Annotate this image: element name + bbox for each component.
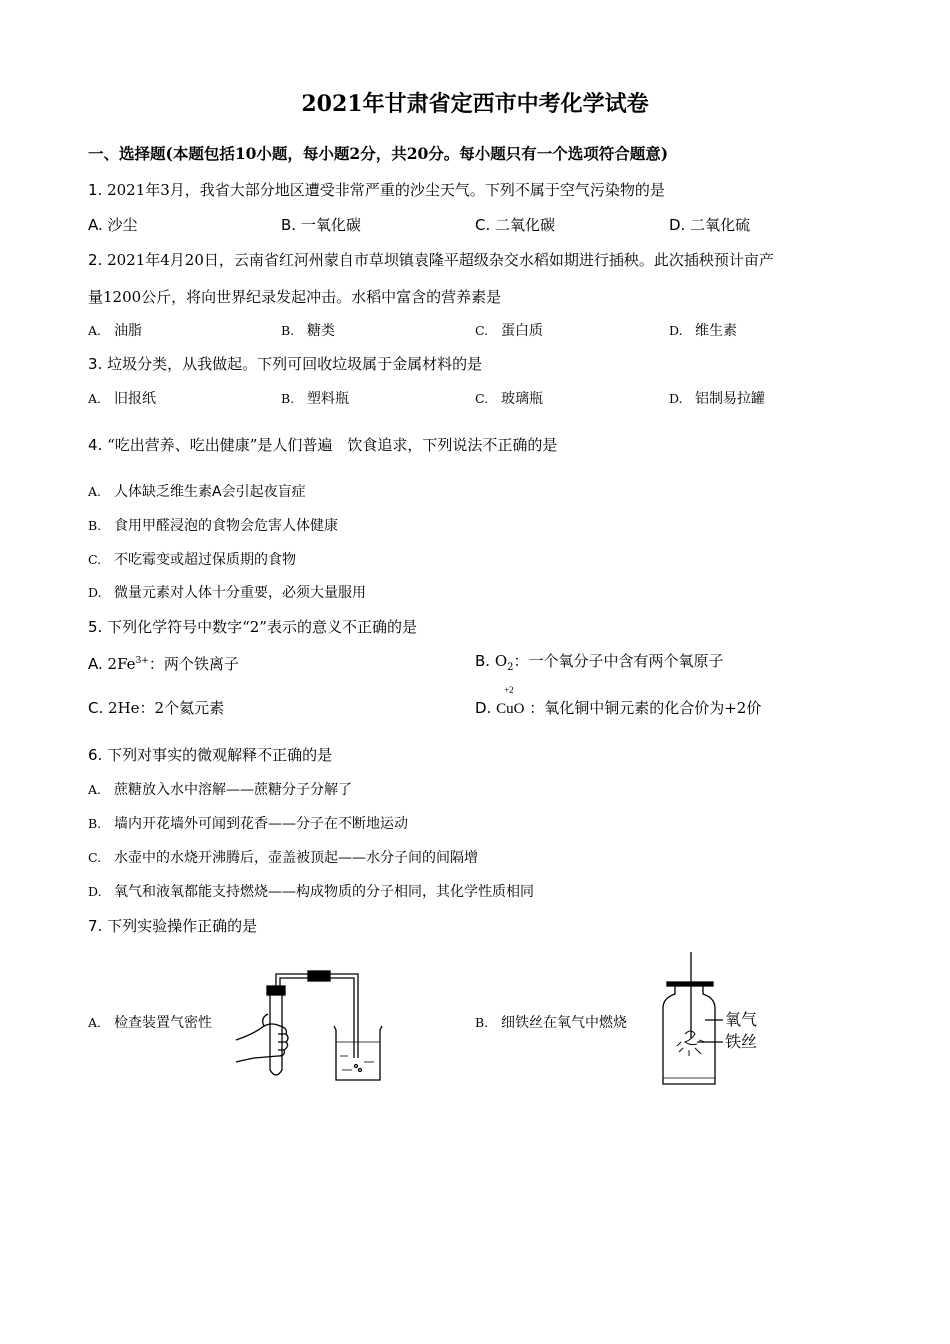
page-title: 2021年甘肃省定西市中考化学试卷 (301, 91, 649, 117)
question-number: 2. (88, 251, 103, 269)
q4-option-c: C. 不吃霉变或超过保质期的食物 (88, 552, 296, 568)
q1-option-a: A. 沙尘 (88, 216, 138, 234)
question-7 (88, 914, 257, 938)
question-text: 垃圾分类，从我做起。下列可回收垃圾属于金属材料的是 (107, 355, 483, 373)
q3-option-b: B. 塑料瓶 (281, 391, 349, 407)
question-number: 4. (88, 436, 103, 454)
q5-option-d: D. +2 CuO ：氧化铜中铜元素的化合价为+2价 (475, 696, 761, 721)
q5-option-c: C. 2He：2个氦元素 (88, 699, 225, 717)
q4-option-a: A. 人体缺乏维生素A会引起夜盲症 (88, 484, 306, 500)
q3-option-c: C. 玻璃瓶 (475, 391, 543, 407)
q2-option-a: A. 油脂 (88, 323, 142, 339)
question-text: “吃出营养、吃出健康”是人们普遍 饮食追求，下列说法不正确的是 (107, 436, 558, 454)
q2-option-d: D. 维生素 (669, 323, 737, 339)
q1-option-b: B. 一氧化碳 (281, 216, 361, 234)
q4-option-d: D. 微量元素对人体十分重要，必须大量服用 (88, 585, 366, 601)
question-2-line2: 量1200公斤，将向世界纪录发起冲击。水稻中富含的营养素是 (88, 288, 502, 306)
q3-option-d: D. 铝制易拉罐 (669, 391, 765, 407)
question-text: 下列实验操作正确的是 (107, 917, 258, 935)
q5-option-b: B. $O_2$：一个氧分子中含有两个氧原子 (475, 652, 724, 673)
iron-wire-combustion-figure (655, 950, 767, 1088)
question-4 (88, 433, 557, 457)
q6-option-b: B. 墙内开花墙外可闻到花香——分子在不断地运动 (88, 816, 408, 832)
question-number: 5. (88, 618, 103, 636)
question-1 (88, 178, 665, 202)
q6-option-c: C. 水壶中的水烧开沸腾后，壶盖被顶起——水分子间的间隔增 (88, 850, 478, 866)
question-text: 2021年4月20日，云南省红河州蒙自市草坝镇袁隆平超级杂交水稻如期进行插秧。此次插秧预计亩产 (107, 251, 774, 269)
question-number: 1. (88, 181, 103, 199)
q2-option-c: C. 蛋白质 (475, 323, 543, 339)
q6-option-a: A. 蔗糖放入水中溶解——蔗糖分子分解了 (88, 782, 352, 798)
airtightness-apparatus-figure (234, 970, 390, 1085)
q1-option-d: D. 二氧化硫 (669, 216, 751, 234)
q7-option-b: B. 细铁丝在氧气中燃烧 (475, 1015, 627, 1031)
q3-option-a: A. 旧报纸 (88, 391, 156, 407)
q6-option-d: D. 氧气和液氧都能支持燃烧——构成物质的分子相同，其化学性质相同 (88, 884, 534, 900)
question-text: 2021年3月，我省大部分地区遭受非常严重的沙尘天气。下列不属于空气污染物的是 (107, 181, 665, 199)
question-text: 下列对事实的微观解释不正确的是 (107, 746, 333, 764)
q1-option-c: C. 二氧化碳 (475, 216, 556, 234)
question-3 (88, 352, 482, 376)
q7-option-a: A. 检查装置气密性 (88, 1015, 212, 1031)
question-6 (88, 743, 332, 767)
question-text: 下列化学符号中数字“2”表示的意义不正确的是 (107, 618, 417, 636)
section-heading: 一、选择题(本题包括10小题，每小题2分，共20分。每小题只有一个选项符合题意) (88, 144, 669, 163)
question-number: 7. (88, 917, 103, 935)
label-iron-wire: 铁丝 (725, 1032, 758, 1051)
q4-option-b: B. 食用甲醛浸泡的食物会危害人体健康 (88, 518, 338, 534)
question-2 (88, 248, 774, 272)
q2-option-b: B. 糖类 (281, 323, 335, 339)
cuo-formula: +2 CuO (496, 685, 525, 717)
label-oxygen: 氧气 (725, 1010, 758, 1029)
q5-option-a: A. $2Fe^{3+}$：两个铁离子 (88, 655, 239, 673)
question-number: 6. (88, 746, 103, 764)
question-5 (88, 615, 417, 639)
question-number: 3. (88, 355, 103, 373)
